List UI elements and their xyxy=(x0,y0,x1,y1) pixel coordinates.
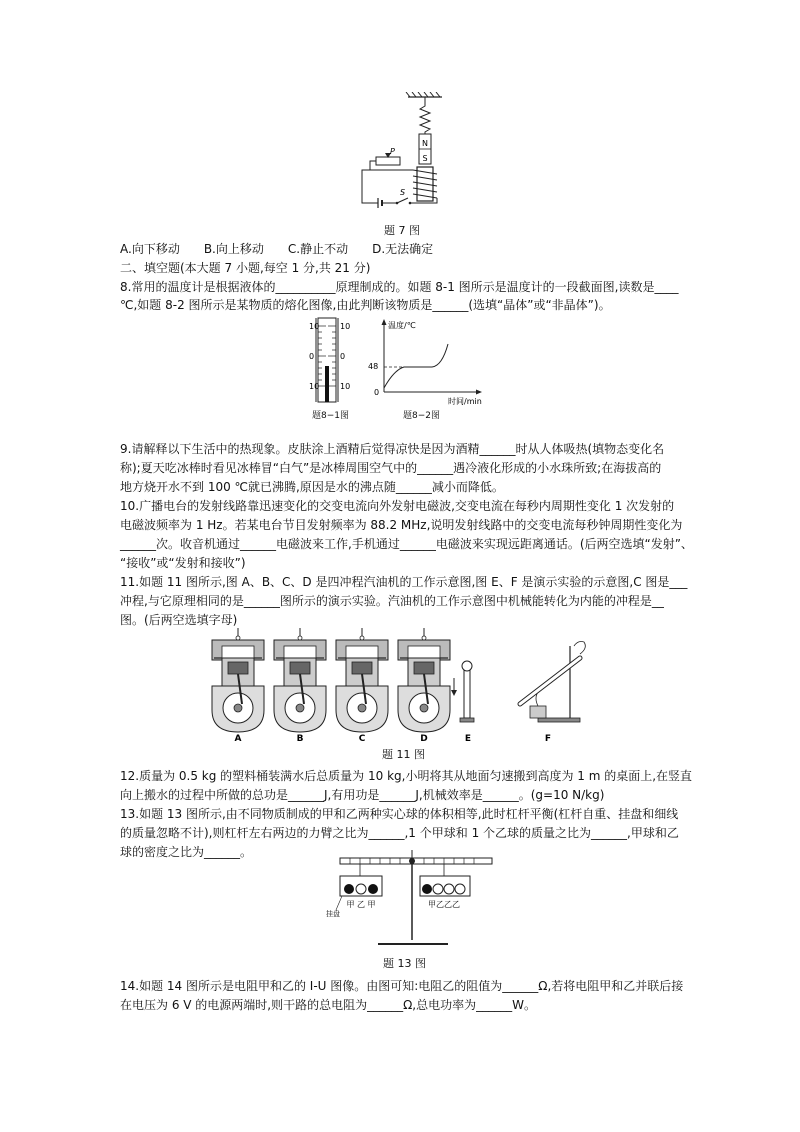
figure-8-2-melting-graph xyxy=(368,316,498,406)
figure-13-caption: 题 13 图 xyxy=(383,957,426,970)
label-s: S xyxy=(400,188,406,197)
tick-left-0: 0 xyxy=(309,352,315,361)
figure-8-1-thermometer xyxy=(308,316,360,406)
origin-0: 0 xyxy=(374,388,380,397)
q14-line-2: 在电压为 6 V 的电源两端时,则干路的总电阻为______Ω,总电功率为______W。 xyxy=(120,998,536,1012)
q7-option-c: C.静止不动 xyxy=(287,242,349,256)
q10-line-4: “接收”或“发射和接收”) xyxy=(120,556,246,570)
fig11-label-d: D xyxy=(420,734,428,744)
q7-option-a: A.向下移动 xyxy=(120,242,180,256)
fig11-label-c: C xyxy=(358,734,366,744)
q8-line-1: 8.常用的温度计是根据液体的__________原理制成的。如题 8-1 图所示是温度计的一段截面图,读数是____ xyxy=(120,280,679,294)
q13-line-1: 13.如题 13 图所示,由不同物质制成的甲和乙两种实心球的体积相等,此时杠杆平衡(杠杆自重、挂盘和细线 xyxy=(120,807,679,821)
left-balls-label: 甲 乙 甲 xyxy=(346,900,376,909)
q11-line-1: 11.如题 11 图所示,图 A、B、C、D 是四冲程汽油机的工作示意图,图 E、F 是演示实验的示意图,C 图是___ xyxy=(120,575,688,589)
q10-line-2: 电磁波频率为 1 Hz。若某电台节目发射频率为 88.2 MHz,说明发射线路中的交变电流每秒钟周期性变化为 xyxy=(120,518,683,532)
tick-left-10-bottom: 10 xyxy=(309,382,320,391)
q11-line-3: 图。(后两空选填字母) xyxy=(120,613,238,627)
figure-7-caption: 题 7 图 xyxy=(384,224,420,237)
fig11-label-e: E xyxy=(464,734,472,744)
q13-line-2: 的质量忽略不计),则杠杆左右两边的力臂之比为______,1 个甲球和 1 个乙球的质量之比为______,甲球和乙 xyxy=(120,826,679,840)
label-p: P xyxy=(390,147,395,156)
figure-7-solenoid-circuit xyxy=(340,92,460,217)
y-mark-48: 48 xyxy=(368,362,379,371)
q9-line-1: 9.请解释以下生活中的热现象。皮肤涂上酒精后觉得凉快是因为酒精______时从人体吸热(填物态变化名 xyxy=(120,442,665,456)
q10-line-1: 10.广播电台的发射线路靠迅速变化的交变电流向外发射电磁波,交变电流在每秒内周期性变化 1 次发射的 xyxy=(120,499,675,513)
fig11-label-a: A xyxy=(234,734,242,744)
figure-11-caption: 题 11 图 xyxy=(382,748,425,761)
tick-right-10-top: 10 xyxy=(340,322,351,331)
q12-line-2: 向上搬水的过程中所做的总功是______J,有用功是______J,机械效率是______。(g=10 N/kg) xyxy=(120,788,605,802)
tick-right-0: 0 xyxy=(340,352,346,361)
tick-right-10-bottom: 10 xyxy=(340,382,351,391)
right-balls-label: 甲乙乙乙 xyxy=(428,900,460,909)
q7-option-d: D.无法确定 xyxy=(372,242,434,256)
q7-option-b: B.向上移动 xyxy=(203,242,264,256)
q7-options xyxy=(120,241,685,257)
axis-y-label: 温度/℃ xyxy=(388,321,416,330)
pole-s-label: S xyxy=(422,154,428,163)
fig11-label-b: B xyxy=(296,734,304,744)
figure-11-engine-strokes xyxy=(208,628,608,744)
q8-line-2: ℃,如题 8-2 图所示是某物质的熔化图像,由此判断该物质是______(选填“晶体”或“非晶体”)。 xyxy=(120,298,611,312)
q13-line-3: 球的密度之比为______。 xyxy=(120,845,253,859)
figure-13-lever xyxy=(320,850,502,952)
q10-line-3: ______次。收音机通过______电磁波来工作,手机通过______电磁波来实现远距离通话。(后两空选填“发射”、 xyxy=(120,537,693,551)
fig11-label-f: F xyxy=(544,734,552,744)
pan-label: 挂盘 xyxy=(326,910,340,918)
figure-8-1-caption: 题8−1图 xyxy=(312,411,349,421)
figure-8-2-caption: 题8−2图 xyxy=(403,411,440,421)
q14-line-1: 14.如题 14 图所示是电阻甲和乙的 I-U 图像。由图可知:电阻乙的阻值为______Ω,若将电阻甲和乙并联后接 xyxy=(120,979,684,993)
pole-n-label: N xyxy=(422,139,428,148)
q9-line-2: 称);夏天吃冰棒时看见冰棒冒“白气”是冰棒周围空气中的______遇冷液化形成的小水珠所致;在海拔高的 xyxy=(120,461,662,475)
q9-line-3: 地方烧开水不到 100 ℃就已沸腾,原因是水的沸点随______减小而降低。 xyxy=(120,480,504,494)
axis-x-label: 时间/min xyxy=(448,397,482,406)
tick-left-10-top: 10 xyxy=(309,322,320,331)
q12-line-1: 12.质量为 0.5 kg 的塑料桶装满水后总质量为 10 kg,小明将其从地面匀速搬到高度为 1 m 的桌面上,在竖直 xyxy=(120,769,693,783)
section-2-title: 二、填空题(本大题 7 小题,每空 1 分,共 21 分) xyxy=(120,261,371,275)
q11-line-2: 冲程,与它原理相同的是______图所示的演示实验。汽油机的工作示意图中机械能转化为内能的冲程是__ xyxy=(120,594,664,608)
